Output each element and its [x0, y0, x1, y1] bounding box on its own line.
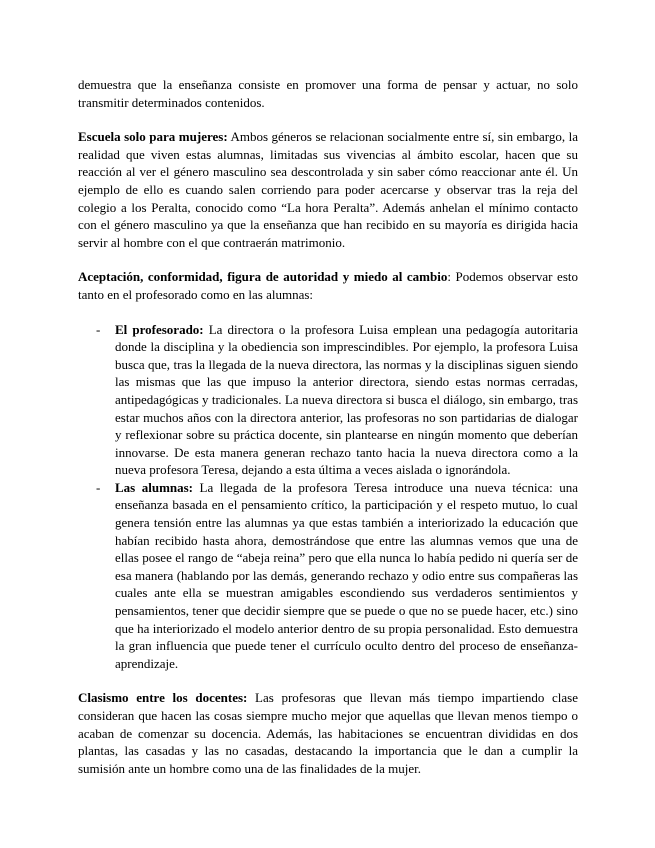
dash-bullet: -	[96, 479, 101, 495]
dash-list	[78, 321, 578, 673]
list-item-alumnas	[78, 479, 578, 673]
document-page	[78, 76, 578, 777]
list-item-text: La directora o la profesora Luisa emplean una pedagogía autoritaria donde la disciplina y la obediencia son imprescindibles. Por ejemplo, la profesora Luisa busca que, tras la llegada de la nueva directora, las normas y la disciplinas siguen siendo las mismas que las que impuso la anterior directora, siendo estas normas cerradas, antipedagógicas y tradicionales. La nueva directora si busca el diálogo, sin embargo, tras estar muchos años con la directora anterior, las profesoras no son partidarias de dialogar y reflexionar sobre su práctica docente, sin plantearse en ningún momento que deberían innovarse. De esta manera generan rechazo tanto hacia la nueva directora como a la nueva profesora Teresa, dejando a esta última a veces aislada o ignorándola.	[115, 321, 578, 478]
paragraph-aceptacion-conformidad	[78, 268, 578, 303]
paragraph-escuela-solo-mujeres	[78, 128, 578, 251]
paragraph-text: Ambos géneros se relacionan socialmente entre sí, sin embargo, la realidad que viven estas alumnas, limitadas sus vivencias al ámbito escolar, hacen que su reacción al ver el género masculino sea descontrolada y sin saber cómo reaccionar ante él. Un ejemplo de ello es cuando salen corriendo para poder acercarse y observar tras la reja del colegio a los Peralta, conocido como “La hora Peralta”. Además anhelan el mínimo contacto con el género masculino ya que la enseñanza que han recibido en su mayoría es dirigida hacia servir al hombre con el que contraerán matrimonio.	[78, 129, 578, 250]
paragraph-heading: Aceptación, conformidad, figura de autoridad y miedo al cambio	[78, 269, 448, 285]
list-item-heading: Las alumnas:	[115, 479, 194, 495]
paragraph-heading: Clasismo entre los docentes:	[78, 690, 248, 706]
list-item-profesorado	[78, 321, 578, 479]
dash-bullet: -	[96, 321, 101, 337]
paragraph-clasismo-docentes	[78, 689, 578, 777]
list-item-heading: El profesorado:	[115, 321, 204, 337]
paragraph-heading: Escuela solo para mujeres:	[78, 129, 228, 145]
list-item-text: La llegada de la profesora Teresa introduce una nueva técnica: una enseñanza basada en el pensamiento crítico, la participación y el respeto mutuo, lo cual genera tensión entre las alumnas ya que estas también a interiorizado la educación que habían recibido hasta ahora, demostrándose que entre las alumnas vemos que una de ellas posee el rango de “abeja reina” pero que ella nunca lo había pedido ni quería ser de esa manera (hablando por las demás, generando rechazo y odio entre sus compañeras las cuales ante ella se muestran amigables escondiendo sus verdaderos sentimientos y pensamientos, tener que decidir siempre que se puede o que no se puede hacer, etc.) sino que ha interiorizado el modelo anterior dentro de su propia personalidad. Esto demuestra la gran influencia que puede tener el currículo oculto dentro del proceso de enseñanza-aprendizaje.	[115, 479, 578, 671]
paragraph-text: demuestra que la enseñanza consiste en promover una forma de pensar y actuar, no solo transmitir determinados contenidos.	[78, 77, 578, 110]
paragraph-intro-continuation	[78, 76, 578, 111]
paragraph-text: Las profesoras que llevan más tiempo impartiendo clase consideran que hacen las cosas siempre mucho mejor que aquellas que llevan menos tiempo o acaban de comenzar su docencia. Además, las habitaciones se encuentran divididas en dos plantas, las casadas y las no casadas, destacando la importancia que le dan a cumplir la sumisión ante un hombre como una de las finalidades de la mujer.	[78, 690, 578, 776]
paragraph-text: : Podemos observar esto tanto en el profesorado como en las alumnas:	[78, 269, 578, 302]
